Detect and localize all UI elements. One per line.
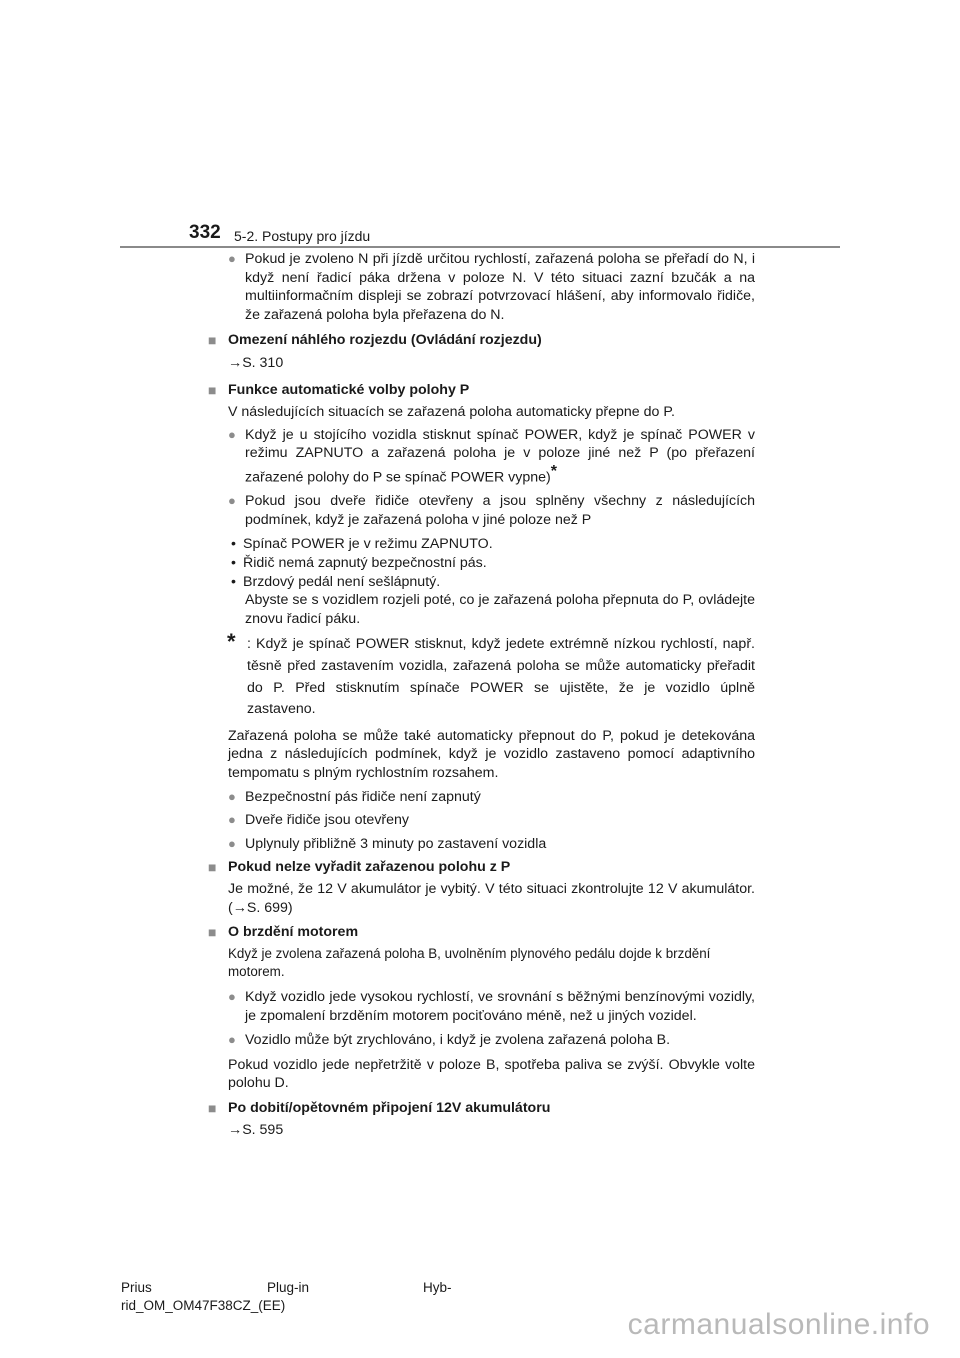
bullet-item xyxy=(205,788,755,807)
section-title: 5-2. Postupy pro jízdu xyxy=(234,228,371,244)
subsection-heading xyxy=(205,381,755,400)
square-bullet-icon: ■ xyxy=(208,332,217,349)
heading-text: O brzdění motorem xyxy=(228,924,359,941)
subsection-heading xyxy=(205,858,755,877)
list-item: • Spínač POWER je v režimu ZAPNUTO. xyxy=(231,536,493,553)
bullet-item xyxy=(205,426,755,488)
square-bullet-icon: ■ xyxy=(208,924,217,941)
bullet-text: Bezpečnostní pás řidiče není zapnutý xyxy=(245,788,481,805)
bullet-icon: ● xyxy=(228,493,236,509)
page-reference[interactable]: →S. 595 xyxy=(228,1122,284,1139)
paragraph: Zařazená poloha se může také automaticky přepnout do P, pokud je detekována jedna z následujících podmínek, když je vozidlo zastaveno pomocí adaptivního tempomatu s plným rychlostním rozsahem. xyxy=(228,727,755,781)
subsection-heading xyxy=(205,923,755,942)
footer-line: Prius Plug-in Hyb- xyxy=(121,1280,452,1295)
footnote-marker: * xyxy=(550,462,557,480)
bullet-item xyxy=(205,250,755,324)
condition-list xyxy=(205,535,755,591)
footnote xyxy=(205,629,755,720)
bullet-item xyxy=(205,1031,755,1050)
square-bullet-icon: ■ xyxy=(208,859,217,876)
dot-icon: • xyxy=(231,573,236,590)
bullet-icon: ● xyxy=(228,812,236,828)
list-item: • Brzdový pedál není sešlápnutý. xyxy=(231,573,441,590)
paragraph: Když je zvolena zařazená poloha B, uvolněním plynového pedálu dojde k brzdění motorem. xyxy=(228,945,711,980)
bullet-icon: ● xyxy=(228,788,236,804)
watermark: carmanualsonline.info xyxy=(627,1308,930,1341)
heading-text: Funkce automatické volby polohy P xyxy=(228,381,470,398)
bullet-icon: ● xyxy=(228,1032,236,1048)
footer-line: rid_OM_OM47F38CZ_(EE) xyxy=(121,1298,286,1313)
paragraph: V následujících situacích se zařazená poloha automaticky přepne do P. xyxy=(228,404,675,421)
bullet-text: Když vozidlo jede vysokou rychlostí, ve srovnání s běžnými benzínovými vozidly, je zpomalení brzděním motorem pociťováno méně, než u jiných vozidel. xyxy=(245,988,755,1024)
heading-text: Omezení náhlého rozjezdu (Ovládání rozjezdu) xyxy=(228,332,542,349)
bullet-item xyxy=(205,492,755,529)
bullet-item xyxy=(205,835,755,854)
square-bullet-icon: ■ xyxy=(208,1099,217,1116)
bullet-text: Uplynuly přibližně 3 minuty po zastavení vozidla xyxy=(245,835,547,852)
heading-text: Po dobití/opětovném připojení 12V akumulátoru xyxy=(228,1099,551,1116)
bullet-icon: ● xyxy=(228,988,236,1004)
bullet-item xyxy=(205,988,755,1025)
page-number: 332 xyxy=(189,222,221,243)
bullet-icon: ● xyxy=(228,835,236,851)
bullet-text: Pokud je zvoleno N při jízdě určitou rychlostí, zařazená poloha se přeřadí do N, i když není řadicí páka držena v poloze N. V této situaci zazní bzučák a na multiinformačním displeji se zobrazí potvrzovací hlášení, aby informovalo řidiče, že zařazená poloha byla přeřazena do N. xyxy=(245,251,755,323)
page-content xyxy=(205,250,755,1140)
paragraph: Je možné, že 12 V akumulátor je vybitý. V této situaci zkontrolujte 12 V akumulátor. (→S. 699) xyxy=(228,880,755,916)
paragraph: Pokud vozidlo jede nepřetržitě v poloze B, spotřeba paliva se zvýší. Obvykle volte polohu D. xyxy=(228,1056,755,1092)
page-reference[interactable]: →S. 310 xyxy=(228,354,284,371)
square-bullet-icon: ■ xyxy=(208,381,217,398)
bullet-item xyxy=(205,811,755,830)
header-divider xyxy=(120,246,840,248)
dot-icon: • xyxy=(231,536,236,553)
list-item: • Řidič nemá zapnutý bezpečnostní pás. xyxy=(231,555,487,572)
bullet-icon: ● xyxy=(228,426,236,442)
subsection-heading xyxy=(205,331,755,350)
bullet-text: Vozidlo může být zrychlováno, i když je zvolena zařazená poloha B. xyxy=(245,1032,671,1049)
footer xyxy=(121,1279,452,1315)
heading-text: Pokud nelze vyřadit zařazenou polohu z P xyxy=(228,859,511,876)
subsection-heading xyxy=(205,1099,755,1118)
bullet-text: Dveře řidiče jsou otevřeny xyxy=(245,812,410,829)
bullet-text: Pokud jsou dveře řidiče otevřeny a jsou splněny všechny z následujících podmínek, když je zařazená poloha v jiné poloze než P xyxy=(245,493,755,528)
dot-icon: • xyxy=(231,555,236,572)
paragraph: Abyste se s vozidlem rozjeli poté, co je zařazená poloha přepnuta do P, ovládejte znovu řadicí páku. xyxy=(245,592,755,627)
footnote-marker: * xyxy=(227,629,236,655)
footnote-text: : Když je spínač POWER stisknut, když jedete extrémně nízkou rychlostí, např. těsně před zastavením vozidla, zařazená poloha se může automaticky přeřadit do P. Před stisknutím spínače POWER se ujistěte, že je vozidlo úplně zastaveno. xyxy=(247,636,755,718)
bullet-text: Když je u stojícího vozidla stisknut spínač POWER, když je spínač POWER v režimu ZAPNUTO a zařazená poloha je v poloze jiné než P (po přeřazení zařazené polohy do P se spínač POWER vypne)* xyxy=(245,426,755,486)
bullet-icon: ● xyxy=(228,251,236,266)
